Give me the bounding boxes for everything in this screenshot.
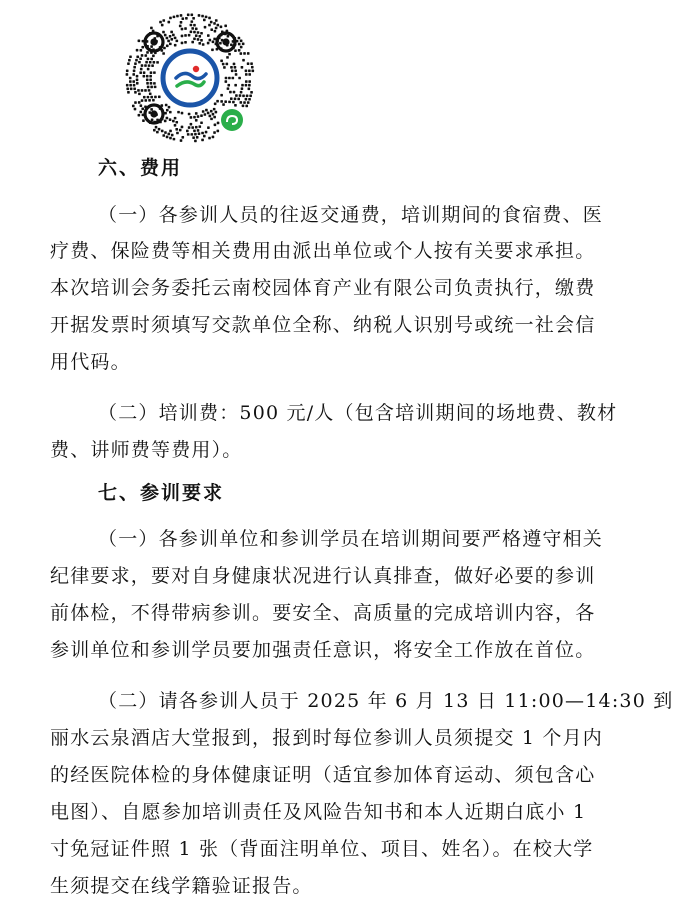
section-7-heading: 七、参训要求 (98, 482, 225, 504)
section-7-para-2-line-1: （二）请各参训人员于 2025 年 6 月 13 日 11:00—14:30 到 (98, 690, 674, 712)
section-6-para-1-line-3: 本次培训会务委托云南校园体育产业有限公司负责执行，缴费 (50, 277, 596, 299)
section-7-para-2-line-4: 电图）、自愿参加培训责任及风险告知书和本人近期白底小 1 (50, 801, 587, 823)
section-7-para-1-line-4: 参训单位和参训学员要加强责任意识，将安全工作放在首位。 (50, 639, 596, 661)
section-7-para-2-line-5: 寸免冠证件照 1 张（背面注明单位、项目、姓名）。在校大学 (50, 838, 594, 860)
section-6-para-1-line-4: 开据发票时须填写交款单位全称、纳税人识别号或统一社会信 (50, 314, 596, 336)
section-7-para-2-line-3: 的经医院体检的身体健康证明（适宜参加体育运动、须包含心 (50, 764, 596, 786)
section-6-heading: 六、费用 (98, 157, 183, 179)
section-6-para-2-line-1: （二）培训费：500 元/人（包含培训期间的场地费、教材 (98, 402, 618, 424)
section-7-para-2-line-6: 生须提交在线学籍验证报告。 (50, 875, 313, 897)
mini-program-badge-icon (221, 109, 243, 131)
section-7-para-2-line-2: 丽水云泉酒店大堂报到，报到时每位参训人员须提交 1 个月内 (50, 727, 603, 749)
section-7-para-1-line-1: （一）各参训单位和参训学员在培训期间要严格遵守相关 (98, 528, 604, 550)
mini-program-qr-code (124, 12, 256, 144)
section-7-para-1-line-2: 纪律要求，要对自身健康状况进行认真排查，做好必要的参训 (50, 565, 596, 587)
school-sports-logo-icon (163, 51, 217, 105)
section-6-para-1-line-1: （一）各参训人员的往返交通费，培训期间的食宿费、医 (98, 204, 604, 226)
section-7-para-1-line-3: 前体检，不得带病参训。要安全、高质量的完成培训内容，各 (50, 602, 596, 624)
section-6-para-1-line-5: 用代码。 (50, 351, 131, 373)
section-6-para-2-line-2: 费、讲师费等费用）。 (50, 439, 243, 461)
section-6-para-1-line-2: 疗费、保险费等相关费用由派出单位或个人按有关要求承担。 (50, 240, 596, 262)
